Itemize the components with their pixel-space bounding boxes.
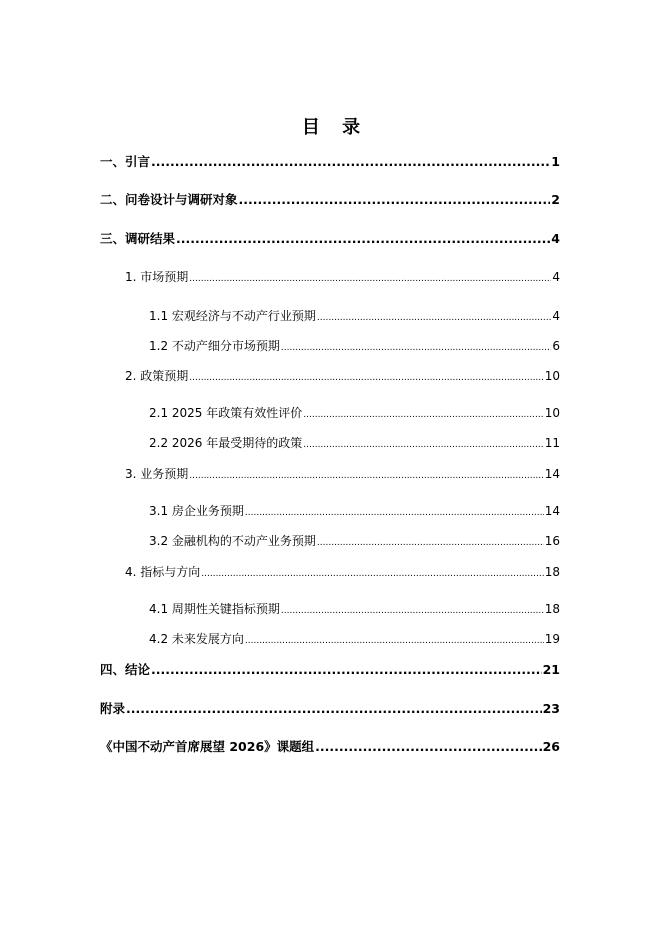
toc-entry-label: 2.2 2026 年最受期待的政策 bbox=[149, 436, 303, 450]
toc-page-number: 14 bbox=[544, 504, 560, 518]
toc-entry-policy-effectiveness[interactable] bbox=[149, 404, 560, 421]
toc-entry-label: 《中国不动产首席展望 2026》课题组 bbox=[100, 739, 315, 754]
toc-leader-dots bbox=[176, 233, 550, 246]
toc-page-number: 16 bbox=[544, 534, 560, 548]
toc-entry-label: 附录 bbox=[100, 701, 126, 716]
toc-leader-dots bbox=[317, 314, 551, 323]
toc-page-number: 10 bbox=[544, 406, 560, 420]
toc-entry-research-group[interactable] bbox=[100, 737, 560, 755]
toc-leader-dots bbox=[126, 703, 542, 716]
toc-title: 目 录 bbox=[301, 117, 369, 138]
toc-leader-dots bbox=[239, 194, 551, 207]
toc-leader-dots bbox=[151, 156, 550, 169]
toc-page-number: 4 bbox=[552, 309, 560, 323]
toc-leader-dots bbox=[189, 374, 543, 383]
toc-leader-dots bbox=[315, 741, 541, 754]
toc-leader-dots bbox=[245, 509, 544, 518]
toc-page-number: 11 bbox=[544, 436, 560, 450]
toc-leader-dots bbox=[245, 637, 544, 646]
toc-page-number: 14 bbox=[544, 467, 560, 481]
toc-entry-results[interactable] bbox=[100, 229, 560, 247]
toc-entry-business-expectations[interactable] bbox=[125, 465, 560, 482]
toc-entry-appendix[interactable] bbox=[100, 699, 560, 717]
toc-page-number: 19 bbox=[544, 632, 560, 646]
toc-entry-introduction[interactable] bbox=[100, 152, 560, 170]
toc-entry-label: 2.1 2025 年政策有效性评价 bbox=[149, 406, 303, 420]
toc-page-number: 18 bbox=[544, 565, 560, 579]
toc-page-number: 4 bbox=[551, 231, 560, 246]
toc-leader-dots bbox=[281, 607, 544, 616]
toc-entry-label: 二、问卷设计与调研对象 bbox=[100, 192, 238, 207]
toc-leader-dots bbox=[317, 539, 544, 548]
toc-entry-future-directions[interactable] bbox=[149, 630, 560, 647]
toc-entry-financial-institutions[interactable] bbox=[149, 532, 560, 549]
toc-entry-expected-policies[interactable] bbox=[149, 434, 560, 451]
toc-entry-label: 四、结论 bbox=[100, 662, 151, 677]
toc-entry-macro-economy[interactable] bbox=[149, 307, 560, 324]
toc-entry-label: 一、引言 bbox=[100, 154, 151, 169]
toc-entry-label: 2. 政策预期 bbox=[125, 369, 189, 383]
toc-leader-dots bbox=[201, 570, 543, 579]
toc-entry-cyclical-indicators[interactable] bbox=[149, 600, 560, 617]
toc-entry-market-expectations[interactable] bbox=[125, 268, 560, 285]
toc-entry-questionnaire[interactable] bbox=[100, 190, 560, 208]
toc-page-number: 2 bbox=[551, 192, 560, 207]
toc-page-number: 21 bbox=[542, 662, 560, 677]
toc-entry-conclusion[interactable] bbox=[100, 660, 560, 678]
toc-page-number: 23 bbox=[542, 701, 560, 716]
toc-entry-policy-expectations[interactable] bbox=[125, 367, 560, 384]
toc-leader-dots bbox=[189, 275, 551, 284]
toc-leader-dots bbox=[281, 344, 551, 353]
toc-entry-label: 4.1 周期性关键指标预期 bbox=[149, 602, 280, 616]
toc-entry-label: 三、调研结果 bbox=[100, 231, 176, 246]
toc-entry-label: 3.1 房企业务预期 bbox=[149, 504, 244, 518]
toc-entry-label: 1. 市场预期 bbox=[125, 270, 189, 284]
toc-entry-developer-business[interactable] bbox=[149, 502, 560, 519]
toc-entry-label: 3. 业务预期 bbox=[125, 467, 189, 481]
toc-entry-label: 1.2 不动产细分市场预期 bbox=[149, 339, 280, 353]
toc-entry-label: 1.1 宏观经济与不动产行业预期 bbox=[149, 309, 316, 323]
toc-entry-label: 4.2 未来发展方向 bbox=[149, 632, 244, 646]
toc-page-number: 26 bbox=[542, 739, 560, 754]
toc-entry-indicators-directions[interactable] bbox=[125, 563, 560, 580]
toc-page-number: 6 bbox=[552, 339, 560, 353]
toc-leader-dots bbox=[189, 472, 543, 481]
toc-page-number: 1 bbox=[551, 154, 560, 169]
toc-entry-label: 3.2 金融机构的不动产业务预期 bbox=[149, 534, 316, 548]
toc-leader-dots bbox=[151, 664, 542, 677]
toc-leader-dots bbox=[303, 411, 543, 420]
toc-leader-dots bbox=[303, 441, 543, 450]
toc-page-number: 10 bbox=[544, 369, 560, 383]
toc-entry-label: 4. 指标与方向 bbox=[125, 565, 201, 579]
toc-entry-segment-markets[interactable] bbox=[149, 337, 560, 354]
toc-page-number: 4 bbox=[552, 270, 560, 284]
toc-page-number: 18 bbox=[544, 602, 560, 616]
